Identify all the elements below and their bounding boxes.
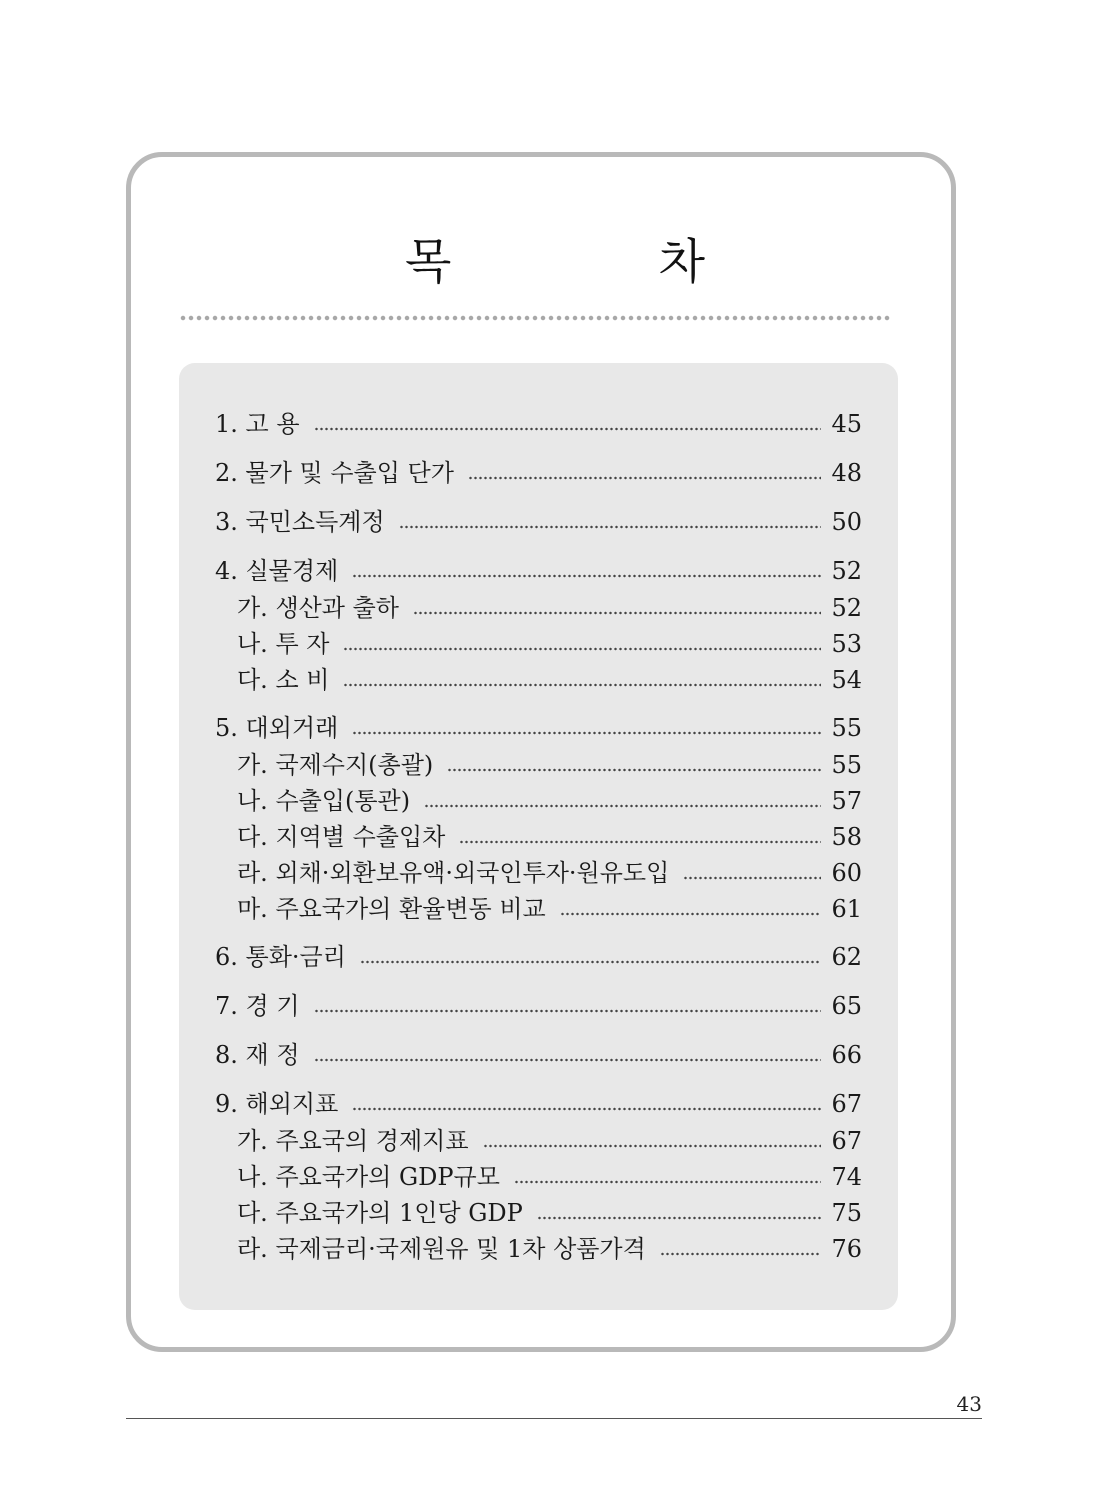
toc-subentry[interactable] [237,820,862,854]
toc-dot-leader [447,768,821,772]
toc-dot-leader [314,1009,822,1013]
toc-entry-page-number: 57 [831,787,862,815]
toc-subentry[interactable] [237,1124,862,1158]
toc-entry-page-number: 67 [831,1090,862,1118]
toc-dot-leader [560,912,822,916]
toc-entry-page-number: 58 [831,823,862,851]
toc-subentry[interactable] [237,748,862,782]
toc-entry-label: 4. 실물경제 [215,557,339,585]
toc-entry-page-number: 62 [831,943,862,971]
toc-entry[interactable] [215,1087,862,1121]
toc-dot-leader [314,427,822,431]
toc-entry-page-number: 53 [831,630,862,658]
toc-subentry[interactable] [237,1196,862,1230]
toc-entry-page-number: 60 [831,859,862,887]
toc-entry-page-number: 50 [831,508,862,536]
toc-entry-label: 다. 주요국가의 1인당 GDP [237,1199,523,1227]
toc-entry[interactable] [215,1038,862,1072]
toc-dot-leader [399,525,822,529]
toc-entry[interactable] [215,456,862,490]
toc-subentry[interactable] [237,627,862,661]
toc-subentry[interactable] [237,1160,862,1194]
toc-entry-label: 2. 물가 및 수출입 단가 [215,459,454,487]
toc-dot-leader [343,647,821,651]
toc-dot-leader [314,1058,822,1062]
toc-dot-leader [360,960,822,964]
toc-entry-label: 6. 통화·금리 [215,943,346,971]
toc-entry-page-number: 55 [831,751,862,779]
toc-entry-page-number: 52 [831,557,862,585]
toc-entry-page-number: 52 [831,594,862,622]
toc-dot-leader [468,476,822,480]
toc-entry-label: 9. 해외지표 [215,1090,339,1118]
toc-dot-leader [459,840,821,844]
toc-dot-leader [660,1252,822,1256]
toc-entry-page-number: 74 [831,1163,862,1191]
toc-entry-label: 나. 수출입(통관) [237,787,411,815]
toc-subentry[interactable] [237,892,862,926]
toc-entry-page-number: 75 [831,1199,862,1227]
toc-entry[interactable] [215,554,862,588]
toc-entry-page-number: 55 [831,714,862,742]
toc-entry-label: 1. 고 용 [215,410,300,438]
footer-page-number: 43 [956,1392,982,1416]
toc-dot-leader [683,876,821,880]
toc-entry-page-number: 67 [831,1127,862,1155]
title-dotted-divider [179,315,891,321]
toc-entry-label: 다. 소 비 [237,666,330,694]
toc-panel [179,363,898,1310]
toc-entry-page-number: 76 [831,1235,862,1263]
toc-entry-page-number: 61 [831,895,862,923]
toc-entry-label: 7. 경 기 [215,992,300,1020]
toc-entry[interactable] [215,505,862,539]
toc-dot-leader [514,1180,822,1184]
toc-entry-page-number: 48 [831,459,862,487]
toc-dot-leader [352,731,821,735]
toc-entry[interactable] [215,711,862,745]
toc-entry-label: 라. 외채·외환보유액·외국인투자·원유도입 [237,859,670,887]
toc-entry-label: 8. 재 정 [215,1041,300,1069]
toc-entry-page-number: 66 [831,1041,862,1069]
toc-entry-page-number: 65 [831,992,862,1020]
toc-entry[interactable] [215,407,862,441]
toc-dot-leader [352,574,821,578]
toc-entry-label: 나. 주요국가의 GDP규모 [237,1163,500,1191]
toc-entry-label: 다. 지역별 수출입차 [237,823,446,851]
toc-entry-label: 가. 생산과 출하 [237,594,399,622]
page-title: 목 차 [405,234,801,290]
toc-subentry[interactable] [237,784,862,818]
toc-dot-leader [413,611,821,615]
toc-entry-page-number: 45 [831,410,862,438]
toc-entry-page-number: 54 [831,666,862,694]
toc-entry-label: 5. 대외거래 [215,714,339,742]
toc-entry[interactable] [215,989,862,1023]
toc-entry-label: 마. 주요국가의 환율변동 비교 [237,895,546,923]
toc-entry-label: 가. 국제수지(총괄) [237,751,434,779]
toc-subentry[interactable] [237,856,862,890]
toc-entry-label: 가. 주요국의 경제지표 [237,1127,469,1155]
toc-subentry[interactable] [237,663,862,697]
toc-dot-leader [537,1216,822,1220]
toc-dot-leader [352,1107,821,1111]
footer-divider [126,1418,982,1419]
toc-subentry[interactable] [237,591,862,625]
toc-entry[interactable] [215,940,862,974]
toc-dot-leader [424,804,821,808]
toc-subentry[interactable] [237,1232,862,1266]
toc-dot-leader [343,683,821,687]
toc-entry-label: 3. 국민소득계정 [215,508,385,536]
toc-entry-label: 라. 국제금리·국제원유 및 1차 상품가격 [237,1235,646,1263]
toc-entry-label: 나. 투 자 [237,630,330,658]
toc-dot-leader [483,1144,822,1148]
